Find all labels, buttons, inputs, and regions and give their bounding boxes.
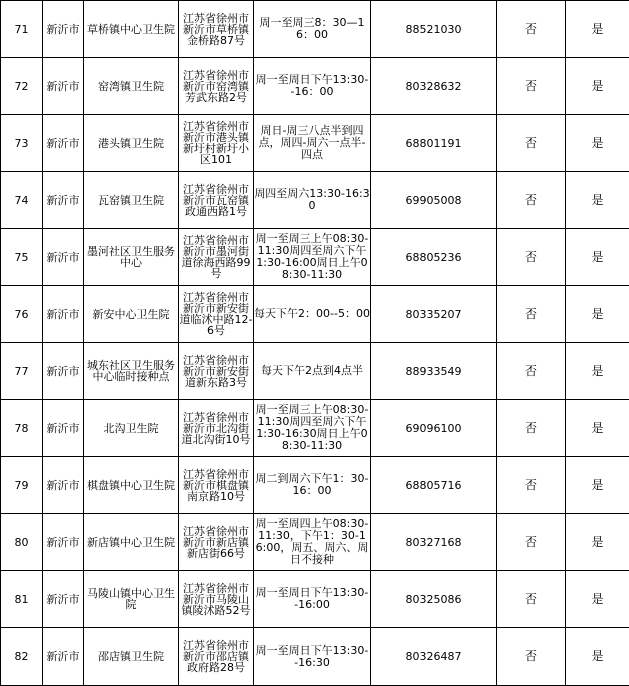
address-cell: 江苏省徐州市新沂市棋盘镇南京路10号 <box>179 457 254 514</box>
flag-yes-cell: 是 <box>566 343 629 400</box>
phone-cell: 68801191 <box>371 115 497 172</box>
row-number: 81 <box>1 571 43 628</box>
table-row <box>1 172 629 229</box>
flag-yes-cell: 是 <box>566 229 629 286</box>
address-cell: 江苏省徐州市新沂市马陵山镇陵沭路52号 <box>179 571 254 628</box>
flag-yes-cell: 是 <box>566 571 629 628</box>
flag-no-cell: 否 <box>497 1 566 58</box>
phone-cell: 68805236 <box>371 229 497 286</box>
city-cell: 新沂市 <box>43 229 84 286</box>
flag-no-cell: 否 <box>497 229 566 286</box>
row-number: 75 <box>1 229 43 286</box>
flag-yes-cell: 是 <box>566 628 629 686</box>
hours-cell: 每天下午2：00--5：00 <box>254 286 371 343</box>
hours-cell: 周一至周日下午13:30--16：00 <box>254 58 371 115</box>
row-number: 76 <box>1 286 43 343</box>
clinic-name-cell: 马陵山镇中心卫生院 <box>84 571 179 628</box>
address-cell: 江苏省徐州市新沂市北沟街道北沟街10号 <box>179 400 254 457</box>
address-cell: 江苏省徐州市新沂市港头镇新圩村新圩小区101 <box>179 115 254 172</box>
table-row <box>1 115 629 172</box>
hours-cell: 周一至周日下午13:30--16:30 <box>254 628 371 686</box>
table-row <box>1 400 629 457</box>
city-cell: 新沂市 <box>43 571 84 628</box>
flag-yes-cell: 是 <box>566 1 629 58</box>
phone-cell: 80335207 <box>371 286 497 343</box>
flag-yes-cell: 是 <box>566 286 629 343</box>
hours-cell: 周四至周六13:30-16:30 <box>254 172 371 229</box>
table-row <box>1 514 629 571</box>
flag-yes-cell: 是 <box>566 115 629 172</box>
clinic-name-cell: 草桥镇中心卫生院 <box>84 1 179 58</box>
city-cell: 新沂市 <box>43 286 84 343</box>
city-cell: 新沂市 <box>43 115 84 172</box>
address-cell: 江苏省徐州市新沂市草桥镇金桥路87号 <box>179 1 254 58</box>
row-number: 73 <box>1 115 43 172</box>
phone-cell: 80325086 <box>371 571 497 628</box>
table-row <box>1 229 629 286</box>
address-cell: 江苏省徐州市新沂市新安街道新东路3号 <box>179 343 254 400</box>
phone-cell: 88521030 <box>371 1 497 58</box>
clinic-name-cell: 新安中心卫生院 <box>84 286 179 343</box>
flag-yes-cell: 是 <box>566 514 629 571</box>
address-cell: 江苏省徐州市新沂市窑湾镇芳武东路2号 <box>179 58 254 115</box>
hours-cell: 周一至周三上午08:30-11:30周四至周六下午1:30-16:30周日上午08:30-11:30 <box>254 400 371 457</box>
flag-no-cell: 否 <box>497 628 566 686</box>
address-cell: 江苏省徐州市新沂市新店镇新店街66号 <box>179 514 254 571</box>
table-row <box>1 457 629 514</box>
clinic-table-body <box>1 1 629 686</box>
phone-cell: 80328632 <box>371 58 497 115</box>
city-cell: 新沂市 <box>43 343 84 400</box>
table-row <box>1 1 629 58</box>
hours-cell: 周日-周三八点半到四点，周四-周六一点半-四点 <box>254 115 371 172</box>
row-number: 71 <box>1 1 43 58</box>
row-number: 82 <box>1 628 43 686</box>
clinic-name-cell: 瓦窑镇卫生院 <box>84 172 179 229</box>
flag-yes-cell: 是 <box>566 457 629 514</box>
phone-cell: 69096100 <box>371 400 497 457</box>
table-row <box>1 58 629 115</box>
city-cell: 新沂市 <box>43 58 84 115</box>
city-cell: 新沂市 <box>43 457 84 514</box>
row-number: 77 <box>1 343 43 400</box>
hours-cell: 周一至周三上午08:30-11:30周四至周六下午1:30-16:00周日上午08:30-11:30 <box>254 229 371 286</box>
city-cell: 新沂市 <box>43 1 84 58</box>
flag-no-cell: 否 <box>497 571 566 628</box>
flag-no-cell: 否 <box>497 58 566 115</box>
clinic-name-cell: 窑湾镇卫生院 <box>84 58 179 115</box>
flag-no-cell: 否 <box>497 172 566 229</box>
flag-no-cell: 否 <box>497 286 566 343</box>
clinic-name-cell: 港头镇卫生院 <box>84 115 179 172</box>
clinic-name-cell: 城东社区卫生服务中心临时接种点 <box>84 343 179 400</box>
row-number: 74 <box>1 172 43 229</box>
flag-no-cell: 否 <box>497 343 566 400</box>
city-cell: 新沂市 <box>43 514 84 571</box>
phone-cell: 88933549 <box>371 343 497 400</box>
address-cell: 江苏省徐州市新沂市新安街道临沭中路12-6号 <box>179 286 254 343</box>
flag-no-cell: 否 <box>497 400 566 457</box>
table-row <box>1 628 629 686</box>
hours-cell: 周一至周三8：30—16：00 <box>254 1 371 58</box>
row-number: 78 <box>1 400 43 457</box>
address-cell: 江苏省徐州市新沂市邵店镇政府路28号 <box>179 628 254 686</box>
hours-cell: 每天下午2点到4点半 <box>254 343 371 400</box>
clinic-name-cell: 棋盘镇中心卫生院 <box>84 457 179 514</box>
phone-cell: 80327168 <box>371 514 497 571</box>
city-cell: 新沂市 <box>43 172 84 229</box>
address-cell: 江苏省徐州市新沂市墨河街道徐海西路99号 <box>179 229 254 286</box>
clinic-name-cell: 邵店镇卫生院 <box>84 628 179 686</box>
city-cell: 新沂市 <box>43 400 84 457</box>
hours-cell: 周二到周六下午1：30-16：00 <box>254 457 371 514</box>
address-cell: 江苏省徐州市新沂市瓦窑镇政通西路1号 <box>179 172 254 229</box>
city-cell: 新沂市 <box>43 628 84 686</box>
table-row <box>1 343 629 400</box>
clinic-name-cell: 新店镇中心卫生院 <box>84 514 179 571</box>
hours-cell: 周一至周日下午13:30--16:00 <box>254 571 371 628</box>
flag-no-cell: 否 <box>497 457 566 514</box>
clinic-name-cell: 墨河社区卫生服务中心 <box>84 229 179 286</box>
flag-yes-cell: 是 <box>566 58 629 115</box>
phone-cell: 68805716 <box>371 457 497 514</box>
row-number: 72 <box>1 58 43 115</box>
row-number: 79 <box>1 457 43 514</box>
phone-cell: 69905008 <box>371 172 497 229</box>
table-row <box>1 571 629 628</box>
table-row <box>1 286 629 343</box>
flag-yes-cell: 是 <box>566 172 629 229</box>
clinic-name-cell: 北沟卫生院 <box>84 400 179 457</box>
flag-no-cell: 否 <box>497 514 566 571</box>
flag-no-cell: 否 <box>497 115 566 172</box>
phone-cell: 80326487 <box>371 628 497 686</box>
flag-yes-cell: 是 <box>566 400 629 457</box>
hours-cell: 周一至周四上午08:30-11:30，下午1：30-16:00，周五、周六、周日不接种 <box>254 514 371 571</box>
row-number: 80 <box>1 514 43 571</box>
